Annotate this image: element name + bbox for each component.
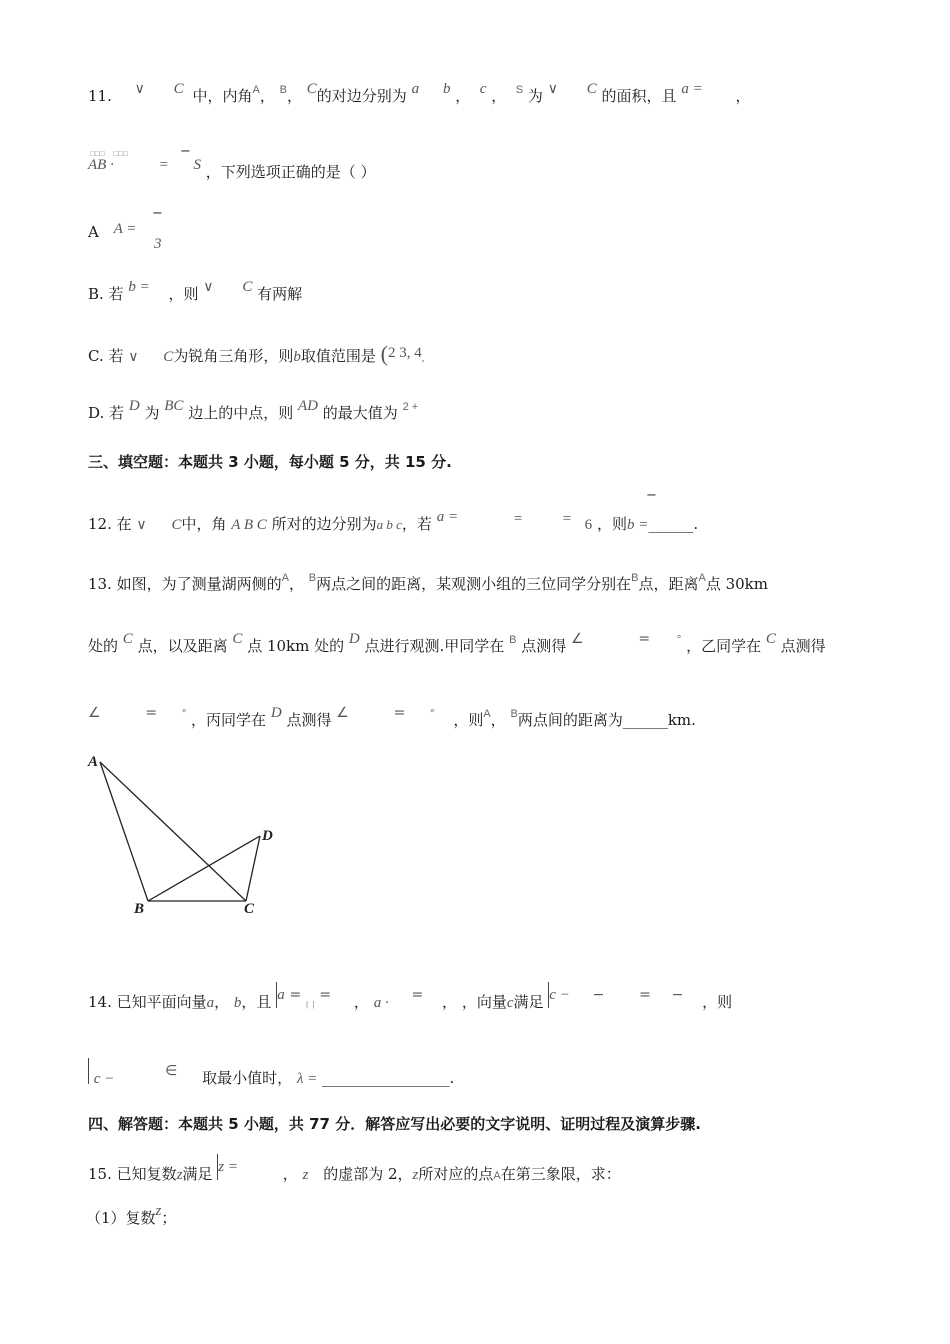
label-b: B — [134, 901, 145, 917]
math-z: z — [155, 1203, 162, 1219]
norm-mark: | | — [306, 1000, 315, 1009]
minus: − — [592, 987, 605, 1003]
text: ，则 — [168, 285, 199, 303]
equals: = — [411, 987, 424, 1003]
degree-symbol: ° — [676, 634, 682, 646]
text: ，丙同学在 — [191, 711, 267, 729]
norm-bar — [88, 1058, 89, 1084]
triangle-symbol: ∨ — [134, 81, 145, 97]
paren-close: , — [421, 353, 425, 364]
q12-number: 12. 在 — [88, 515, 132, 533]
section-3-heading: 三、填空题：本题共 3 小题，每小题 5 分，共 15 分. — [88, 453, 452, 471]
equals: = — [638, 631, 651, 647]
angle-symbol: ∠ — [88, 705, 101, 721]
math-b-eq: b = — [626, 517, 649, 533]
math-a: A — [252, 84, 260, 96]
text: ，则 — [702, 993, 733, 1011]
q13-line1 — [88, 574, 768, 596]
text: 所对应的点 — [418, 1165, 494, 1183]
math-a-lower: a — [411, 81, 420, 97]
math-s: S — [515, 84, 524, 96]
text: 点 30km — [705, 575, 768, 593]
text: 为锐角三角形，则 — [173, 347, 294, 365]
math-b-lower: b — [442, 81, 451, 97]
math-c: C — [163, 349, 174, 365]
text: 点测得 — [780, 637, 826, 655]
denominator: 3 — [154, 236, 162, 252]
text: ， — [288, 575, 304, 593]
math-b: B — [279, 84, 287, 96]
q11-number: 11. — [88, 87, 112, 105]
vector-b: b — [233, 995, 242, 1011]
math-bc: BC — [164, 398, 184, 414]
overbar-mark: − — [180, 144, 191, 159]
math-d: D — [348, 631, 360, 647]
label-a: A — [88, 754, 99, 770]
text: 取值范围是 — [300, 347, 376, 365]
segment-ac — [100, 762, 246, 901]
q12-line — [88, 488, 699, 535]
triangle-symbol: ∨ — [128, 349, 139, 365]
math-c: C — [306, 81, 317, 97]
option-label: B. 若 — [88, 285, 124, 303]
angle-symbol: ∠ — [336, 705, 349, 721]
q11-option-a — [88, 206, 163, 252]
q15-line1 — [88, 1159, 621, 1188]
triangle-symbol: ∨ — [203, 279, 214, 295]
dot-product: a · — [373, 995, 389, 1011]
text: ，则 — [596, 515, 627, 533]
text: ， — [442, 993, 458, 1011]
q14-line1 — [88, 987, 733, 1016]
math-a-eq: a = — [681, 81, 703, 97]
equals: = — [512, 511, 523, 527]
math-c: C — [242, 279, 253, 295]
text: ， — [282, 1165, 298, 1183]
math-z: z — [176, 1167, 183, 1183]
text: ，则 — [453, 711, 484, 729]
text: 有两解 — [257, 285, 303, 303]
answer-blank: _________________. — [322, 1069, 455, 1087]
math-a-eq: A = — [113, 221, 137, 237]
q14-line2 — [88, 1063, 455, 1092]
math-c: C — [122, 631, 133, 647]
q11-line1: 11. ∨ C 中，内角$^A$， $^B$， C的对边分别为 a b ， c ， $^S$ 为 ∨ C 的面积，且 a = ， — [88, 81, 751, 105]
text: 在第三象限，求： — [500, 1165, 621, 1183]
text: 点测得 — [286, 711, 332, 729]
text: 的面积，且 — [601, 87, 677, 105]
text: （1）复数 — [86, 1209, 156, 1227]
text: 点 10km 处的 — [247, 637, 345, 655]
vector-ab: AB · — [88, 157, 114, 173]
equals: = — [289, 987, 302, 1003]
text: ， — [286, 87, 302, 105]
degree-symbol: ° — [430, 708, 435, 720]
vector-a: a — [277, 987, 285, 1003]
text: 取最小值时， — [202, 1069, 293, 1087]
math-c-lower: c — [479, 81, 487, 97]
text: ，乙同学在 — [686, 637, 762, 655]
text: 满足 — [513, 993, 544, 1011]
text: 点测得 — [521, 637, 567, 655]
math-c: C — [232, 631, 243, 647]
lambda-eq: λ = — [296, 1071, 318, 1087]
range-value: 2 3, 4 — [387, 345, 422, 361]
text: 点，以及距离 — [137, 637, 228, 655]
text: ， — [490, 711, 506, 729]
text: 两点之间的距离，某观测小组的三位同学分别在 — [316, 575, 632, 593]
math-b: B — [509, 634, 517, 646]
math-c: C — [765, 631, 776, 647]
text: 的对边分别为 — [316, 87, 407, 105]
point-a: A — [493, 1170, 501, 1182]
math-a: A — [483, 708, 491, 720]
vector-a: a — [206, 995, 215, 1011]
vector-arrow-icon: □□□ □□□ — [90, 149, 128, 158]
text: 边上的中点，则 — [188, 404, 294, 422]
math-ad: AD — [297, 398, 318, 414]
math-b-eq: b = — [128, 279, 150, 295]
math-c: C — [586, 81, 597, 97]
vector-c-minus: c − — [93, 1071, 115, 1087]
math-b: B — [631, 572, 639, 584]
math-a: A — [698, 572, 706, 584]
text: ，若 — [401, 515, 432, 533]
triangle-figure — [84, 748, 284, 918]
text: 的最大值为 — [322, 404, 398, 422]
fraction-bar: − — [646, 488, 657, 503]
equals: = — [639, 987, 651, 1003]
text: ， — [735, 87, 751, 105]
equals: = — [145, 705, 158, 721]
equals: = — [393, 705, 406, 721]
paren-open: ( — [380, 341, 388, 366]
segment-ab — [100, 762, 148, 901]
text: 为 — [144, 404, 160, 422]
math-c: C — [171, 517, 182, 533]
denominator: 6 — [584, 517, 593, 533]
text: ； — [161, 1209, 177, 1227]
text: ，且 — [241, 993, 272, 1011]
q14-number: 14. 已知平面向量 — [88, 993, 207, 1011]
text: ， — [353, 993, 369, 1011]
degree-symbol: ° — [181, 708, 187, 720]
text: 点，距离 — [638, 575, 699, 593]
triangle-symbol: ∨ — [136, 517, 147, 533]
q11-option-c — [88, 341, 425, 369]
math-z: z — [302, 1167, 309, 1183]
max-value: 2 + — [402, 401, 419, 413]
q13-line2 — [88, 631, 826, 658]
q11-line2 — [88, 144, 376, 183]
q15-part1 — [86, 1203, 177, 1229]
label-d: D — [262, 828, 273, 844]
text: 为 — [527, 87, 543, 105]
label-c: C — [244, 901, 255, 917]
text: 所对的边分别为 — [271, 515, 377, 533]
text: ，向量 — [461, 993, 507, 1011]
text: ， — [214, 993, 230, 1011]
q15-number: 15. 已知复数 — [88, 1165, 177, 1183]
option-label: D. 若 — [88, 404, 125, 422]
segment-cd — [246, 836, 260, 901]
angle-symbol: ∠ — [571, 631, 584, 647]
equals: = — [158, 157, 169, 173]
math-b: b — [293, 349, 301, 365]
triangle-symbol: ∨ — [547, 81, 558, 97]
math-b: B — [308, 572, 317, 584]
q11-option-d — [88, 398, 419, 425]
text: ，下列选项正确的是（ ） — [205, 163, 376, 181]
text: 满足 — [182, 1165, 213, 1183]
option-label: C. 若 — [88, 347, 124, 365]
text: 点进行观测.甲同学在 — [364, 637, 505, 655]
answer-blank: ______. — [648, 515, 699, 533]
vector-c-minus: c − — [549, 987, 570, 1003]
math-s: S — [193, 157, 202, 173]
fraction-bar: − — [152, 206, 163, 221]
text: ， — [259, 87, 275, 105]
text: 两点间的距离为______km. — [517, 711, 696, 729]
minus: − — [671, 987, 684, 1003]
math-abc-caps: A B C — [231, 517, 267, 533]
text: 的虚部为 2， — [323, 1165, 413, 1183]
segment-bd — [148, 836, 260, 901]
equals: = — [319, 987, 332, 1003]
text: 13. 如图，为了测量湖两侧的 — [88, 575, 282, 593]
math-d: D — [128, 398, 140, 414]
vector-c: c — [506, 995, 514, 1011]
option-label: A — [88, 223, 99, 241]
section-4-heading: 四、解答题：本题共 5 小题，共 77 分．解答应写出必要的文字说明、证明过程及演算步骤. — [88, 1115, 701, 1133]
math-z: z — [412, 1167, 419, 1183]
math-abc: a b c — [376, 517, 402, 532]
text: 中，内角 — [192, 87, 253, 105]
math-d: D — [270, 705, 282, 721]
text: 处的 — [88, 637, 119, 655]
math-b: B — [510, 708, 518, 720]
text: 中，角 — [181, 515, 227, 533]
q13-line3 — [88, 705, 696, 732]
q11-option-b — [88, 279, 303, 305]
modulus-z: z = — [218, 1159, 238, 1175]
element-of: ∈ — [165, 1063, 178, 1079]
math-a-eq: a = — [436, 509, 459, 525]
equals: = — [561, 511, 572, 527]
math-a: A — [281, 572, 289, 584]
math-c: C — [173, 81, 184, 97]
